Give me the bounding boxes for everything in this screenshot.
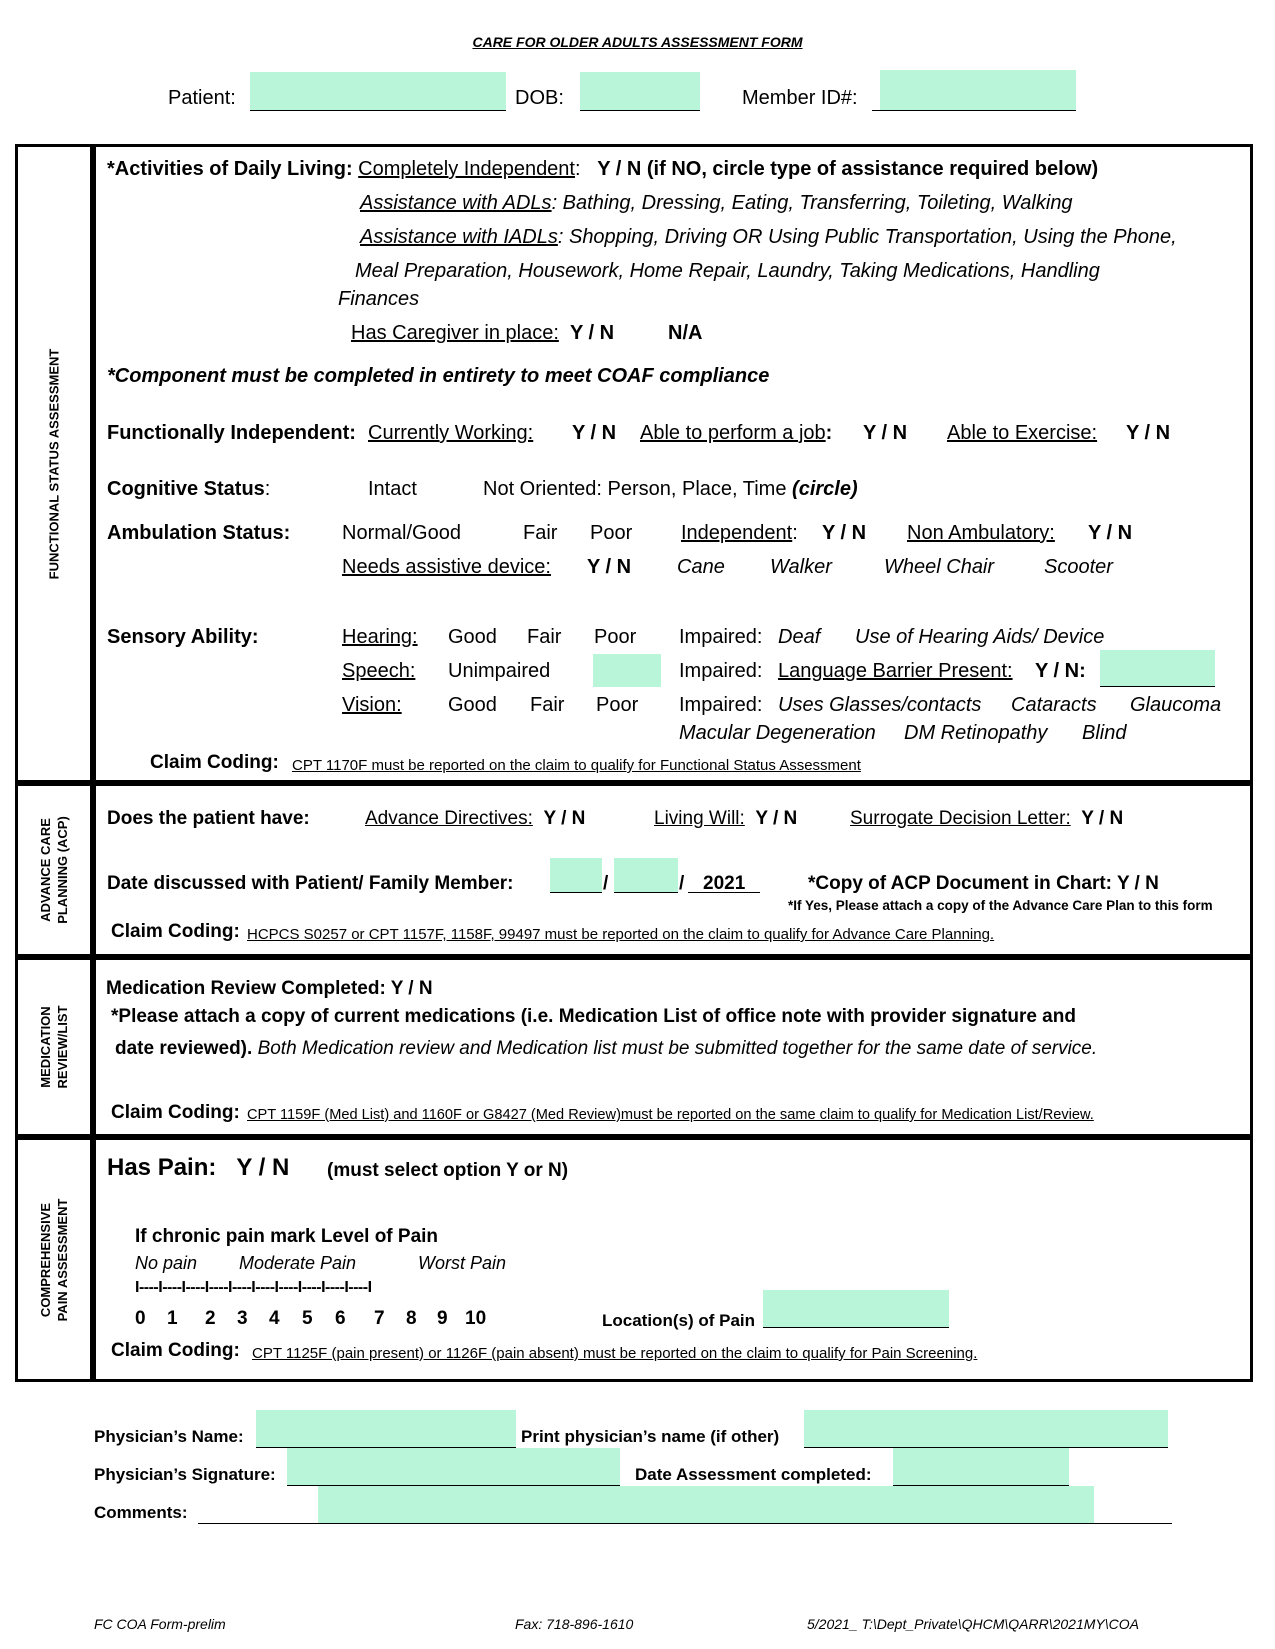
pain-side-label-line1: COMPREHENSIVE	[38, 1202, 53, 1317]
footer-right: 5/2021_ T:\Dept_Private\QHCM\QARR\2021MY\COA	[807, 1616, 1139, 1632]
iadl-line-2: Meal Preparation, Housework, Home Repair, Laundry, Taking Medications, Handling	[355, 260, 1100, 282]
acp-surrogate-row	[850, 808, 1123, 830]
medication-attach-1: *Please attach a copy of current medications (i.e. Medication List of office note with provider signature and	[111, 1006, 1076, 1027]
hearing-impaired: Impaired:	[679, 626, 763, 648]
assist-iadl-row	[360, 226, 1177, 249]
acp-surrogate-label: Surrogate Decision Letter:	[850, 808, 1071, 829]
vision-glasses: Uses Glasses/contacts	[778, 694, 982, 716]
pain-level-4[interactable]: 4	[269, 1308, 280, 1329]
pain-location-field[interactable]	[763, 1290, 949, 1328]
speech-unimpaired: Unimpaired	[448, 660, 551, 682]
cog-circle: (circle)	[792, 478, 858, 500]
scale-worst: Worst Pain	[418, 1253, 507, 1273]
amb-scooter: Scooter	[1044, 556, 1113, 578]
acp-directives-row	[365, 808, 585, 830]
hearing-deaf: Deaf	[778, 626, 821, 648]
physician-signature-label: Physician’s Signature:	[94, 1465, 276, 1484]
medication-side-label	[37, 1005, 71, 1088]
acp-date-month-field[interactable]	[550, 858, 602, 892]
acp-date-day-field[interactable]	[614, 858, 678, 892]
exercise-label: Able to Exercise:	[947, 422, 1098, 444]
pain-scale-bar: I----I----I----I----I----I----I----I----I----I----I	[135, 1279, 372, 1296]
pain-side-label	[37, 1198, 71, 1321]
acp-question: Does the patient have:	[107, 808, 310, 829]
acp-date-sep-1: /	[603, 873, 609, 894]
sensory-label: Sensory Ability:	[107, 626, 259, 648]
acp-will-row	[654, 808, 797, 830]
acp-side-label-line1: ADVANCE CARE	[38, 818, 53, 922]
medication-side-label-line1: MEDICATION	[38, 1006, 53, 1088]
acp-claim-label: Claim Coding:	[111, 921, 240, 942]
hearing-aids: Use of Hearing Aids/ Device	[855, 626, 1105, 648]
language-barrier-underline	[1100, 686, 1215, 687]
functional-side-panel	[15, 144, 93, 783]
working-yn: Y / N	[572, 422, 617, 444]
acp-date-year: 2021	[703, 873, 746, 894]
cog-colon: :	[264, 478, 271, 500]
acp-claim-text: HCPCS S0257 or CPT 1157F, 1158F, 99497 must be reported on the claim to qualify for Advance Care Planning.	[247, 926, 995, 943]
caregiver-label: Has Caregiver in place:	[351, 322, 559, 344]
vision-good: Good	[448, 694, 497, 716]
amb-poor: Poor	[590, 522, 633, 544]
pain-side-label-line2: PAIN ASSESSMENT	[55, 1198, 70, 1321]
amb-device-yn: Y / N	[587, 556, 632, 578]
caregiver-row	[351, 322, 614, 345]
member-id-label: Member ID#:	[742, 87, 858, 109]
amb-wheelchair: Wheel Chair	[884, 556, 995, 578]
amb-normal: Normal/Good	[342, 522, 461, 544]
member-id-field[interactable]	[880, 70, 1076, 110]
medication-claim-label: Claim Coding:	[111, 1102, 240, 1123]
vision-impaired: Impaired:	[679, 694, 763, 716]
form-title: CARE FOR OLDER ADULTS ASSESSMENT FORM	[472, 34, 803, 50]
dob-underline	[580, 110, 700, 111]
job-colon: :	[825, 422, 833, 444]
amb-device-label: Needs assistive device:	[342, 556, 551, 578]
cog-intact: Intact	[368, 478, 417, 500]
comments-underline	[198, 1523, 1172, 1524]
pain-level-1[interactable]: 1	[167, 1308, 178, 1329]
acp-directives-yn: Y / N	[543, 808, 586, 829]
speech-barrier: Language Barrier Present:	[778, 660, 1013, 682]
vision-dm: DM Retinopathy	[904, 722, 1048, 744]
medication-completed: Medication Review Completed: Y / N	[106, 978, 433, 999]
vision-fair: Fair	[530, 694, 565, 716]
amb-nonamb-label: Non Ambulatory:	[907, 522, 1055, 544]
pain-level-7[interactable]: 7	[374, 1308, 385, 1329]
print-name-label: Print physician’s name (if other)	[521, 1427, 780, 1446]
vision-macular: Macular Degeneration	[679, 722, 876, 744]
medication-side-label-line2: REVIEW/LIST	[55, 1005, 70, 1089]
pain-level-5[interactable]: 5	[302, 1308, 313, 1329]
adl-yn-note: Y / N (if NO, circle type of assistance required below)	[597, 158, 1099, 180]
speech-yn: Y / N:	[1035, 660, 1086, 682]
functional-claim-label: Claim Coding:	[150, 752, 279, 773]
cog-label-row	[107, 478, 270, 501]
chronic-pain-label: If chronic pain mark Level of Pain	[135, 1226, 439, 1247]
job-label: Able to perform a job	[640, 422, 826, 444]
assist-adl-row	[360, 192, 1073, 215]
pain-level-8[interactable]: 8	[406, 1308, 417, 1329]
adl-label: *Activities of Daily Living:	[107, 158, 353, 180]
assist-iadl-label: Assistance with IADLs	[360, 226, 558, 248]
print-name-field[interactable]	[804, 1410, 1168, 1448]
job-yn: Y / N	[863, 422, 908, 444]
acp-copy-note: *If Yes, Please attach a copy of the Advance Care Plan to this form	[788, 898, 1213, 913]
amb-label: Ambulation Status:	[107, 522, 291, 544]
hearing-label: Hearing:	[342, 626, 418, 648]
patient-field[interactable]	[250, 72, 506, 110]
vision-glaucoma: Glaucoma	[1130, 694, 1222, 716]
medication-side-panel	[15, 957, 93, 1137]
patient-underline	[250, 110, 506, 111]
speech-field[interactable]	[593, 654, 661, 687]
acp-will-label: Living Will:	[654, 808, 745, 829]
language-barrier-field[interactable]	[1100, 650, 1215, 687]
date-completed-field[interactable]	[893, 1448, 1069, 1486]
pain-level-10[interactable]: 10	[465, 1308, 487, 1329]
member-id-underline	[872, 110, 1076, 111]
functional-claim-text: CPT 1170F must be reported on the claim to qualify for Functional Status Assessment	[292, 757, 861, 774]
functional-side-label: FUNCTIONAL STATUS ASSESSMENT	[46, 348, 62, 579]
date-completed-label: Date Assessment completed:	[635, 1465, 872, 1484]
speech-label: Speech:	[342, 660, 416, 682]
acp-surrogate-yn: Y / N	[1081, 808, 1124, 829]
caregiver-na: N/A	[668, 322, 703, 344]
adl-row: *Activities of Daily Living: Completely Independent: Y / N (if NO, circle type of assistance required below)	[107, 158, 1099, 180]
has-pain-yn: Y / N	[236, 1154, 290, 1181]
acp-date-day-underline	[614, 892, 678, 893]
vision-label: Vision:	[342, 694, 402, 716]
medication-claim-text: CPT 1159F (Med List) and 1160F or G8427 (Med Review)must be reported on the same claim to qualify for Medication List/Review.	[247, 1107, 1094, 1123]
hearing-good: Good	[448, 626, 497, 648]
footer-center: Fax: 718-896-1610	[515, 1616, 634, 1632]
iadl-line-3: Finances	[338, 288, 420, 310]
physician-signature-field[interactable]	[287, 1448, 620, 1486]
patient-label: Patient:	[168, 87, 236, 109]
speech-impaired: Impaired:	[679, 660, 763, 682]
amb-nonamb-yn: Y / N	[1088, 522, 1133, 544]
acp-side-panel	[15, 783, 93, 957]
pain-claim-label: Claim Coding:	[111, 1340, 240, 1361]
assist-iadl-items: : Shopping, Driving OR Using Public Transportation, Using the Phone,	[557, 226, 1177, 248]
working-label: Currently Working:	[368, 422, 534, 444]
amb-indep-label: Independent	[681, 522, 793, 544]
dob-field[interactable]	[580, 72, 700, 110]
acp-date-year-underline	[688, 892, 760, 893]
acp-copy-label: *Copy of ACP Document in Chart: Y / N	[808, 873, 1159, 894]
comments-label: Comments:	[94, 1503, 188, 1522]
job-row	[640, 422, 832, 445]
scale-no-pain: No pain	[135, 1253, 198, 1273]
caregiver-yn: Y / N	[570, 322, 615, 344]
physician-name-label: Physician’s Name:	[94, 1427, 244, 1446]
comments-field[interactable]	[318, 1486, 1094, 1524]
medication-attach-2-italic: Both Medication review and Medication list must be submitted together for the same date of service.	[257, 1038, 1098, 1059]
pain-level-6[interactable]: 6	[335, 1308, 346, 1329]
acp-will-yn: Y / N	[755, 808, 798, 829]
amb-indep-colon: :	[792, 522, 798, 544]
vision-cataracts: Cataracts	[1011, 694, 1097, 716]
cog-label: Cognitive Status	[107, 478, 265, 500]
physician-name-field[interactable]	[256, 1410, 516, 1448]
medication-attach-2-bold: date reviewed).	[115, 1038, 253, 1059]
cog-not-oriented-row	[483, 478, 858, 501]
amb-cane: Cane	[677, 556, 725, 578]
pain-level-2[interactable]: 2	[205, 1308, 216, 1329]
fi-label: Functionally Independent:	[107, 422, 356, 444]
pain-level-0[interactable]: 0	[135, 1308, 146, 1329]
amb-walker: Walker	[770, 556, 832, 578]
hearing-poor: Poor	[594, 626, 637, 648]
acp-date-sep-2: /	[679, 873, 685, 894]
has-pain-label: Has Pain:	[107, 1154, 217, 1181]
pain-level-9[interactable]: 9	[437, 1308, 448, 1329]
pain-location-underline	[763, 1327, 949, 1328]
pain-claim-text: CPT 1125F (pain present) or 1126F (pain absent) must be reported on the claim to qualify for Pain Screening.	[252, 1345, 978, 1362]
hearing-fair: Fair	[527, 626, 562, 648]
acp-date-label: Date discussed with Patient/ Family Member:	[107, 873, 514, 894]
assist-adl-items: : Bathing, Dressing, Eating, Transferring, Toileting, Walking	[551, 192, 1073, 214]
assist-adl-label: Assistance with ADLs	[360, 192, 552, 214]
has-pain-row	[107, 1154, 289, 1182]
compliance-note: *Component must be completed in entirety to meet COAF compliance	[107, 365, 770, 387]
acp-date-month-underline	[550, 892, 602, 893]
acp-directives-label: Advance Directives:	[365, 808, 533, 829]
footer-left: FC COA Form-prelim	[94, 1616, 226, 1632]
amb-indep-yn: Y / N	[822, 522, 867, 544]
adl-independent: Completely Independent	[358, 158, 575, 180]
vision-blind: Blind	[1082, 722, 1127, 744]
acp-side-label	[37, 816, 71, 924]
pain-level-3[interactable]: 3	[237, 1308, 248, 1329]
acp-side-label-line2: PLANNING (ACP)	[55, 816, 70, 924]
amb-fair: Fair	[523, 522, 558, 544]
exercise-yn: Y / N	[1126, 422, 1171, 444]
vision-poor: Poor	[596, 694, 639, 716]
pain-must-select: (must select option Y or N)	[327, 1160, 569, 1181]
medication-attach-2-row	[115, 1038, 1097, 1060]
dob-label: DOB:	[515, 87, 564, 109]
pain-side-panel	[15, 1137, 93, 1382]
cog-not-oriented: Not Oriented: Person, Place, Time	[483, 478, 787, 500]
pain-location-label: Location(s) of Pain	[602, 1311, 755, 1330]
scale-moderate: Moderate Pain	[239, 1253, 357, 1273]
amb-indep-row	[681, 522, 798, 545]
